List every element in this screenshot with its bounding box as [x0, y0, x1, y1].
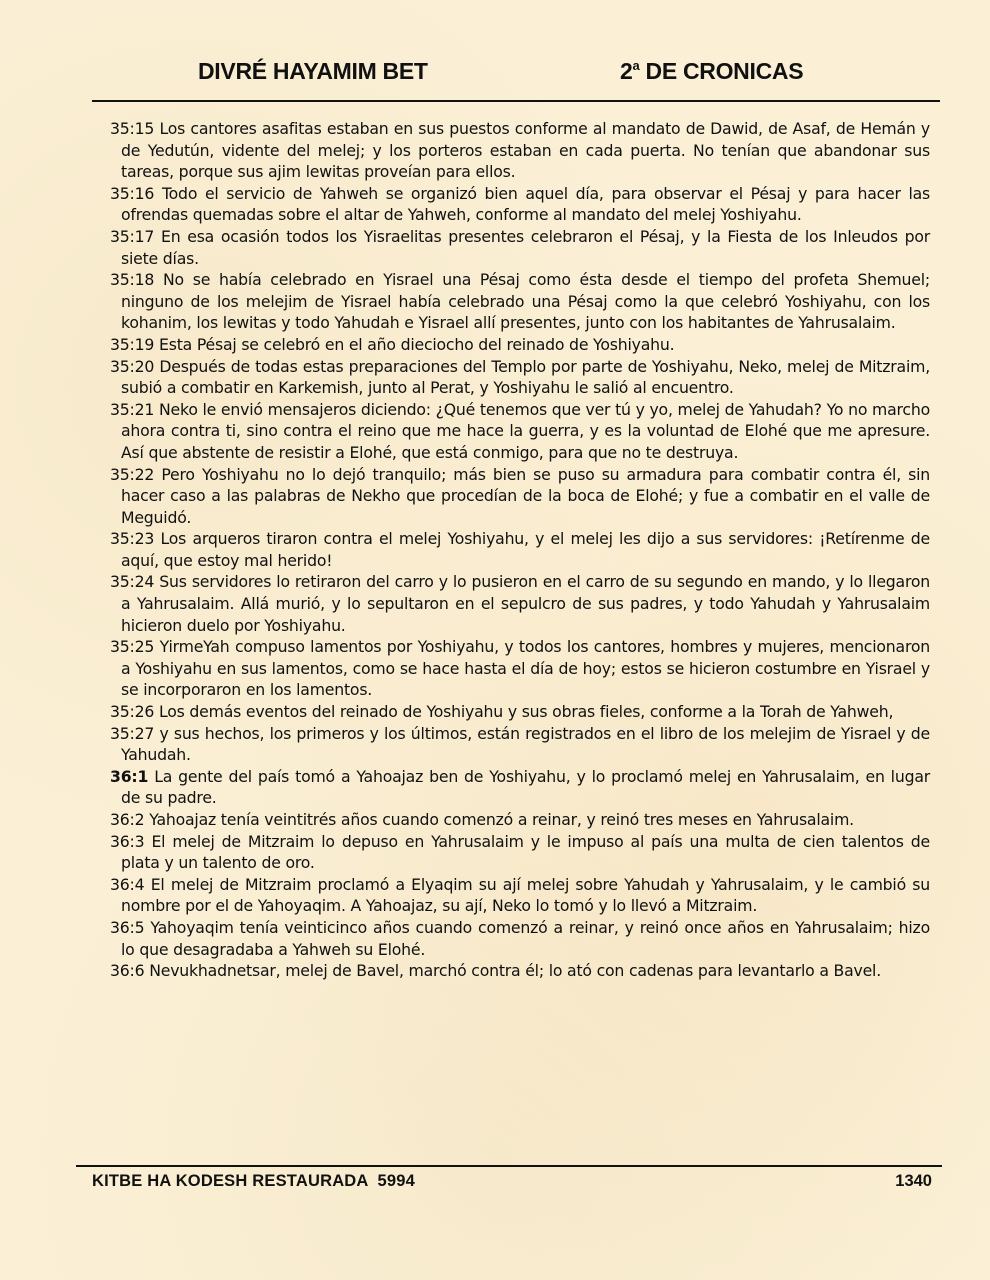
- verse-reference: 36:5: [110, 917, 145, 937]
- verse: [110, 118, 930, 183]
- verse: [110, 766, 930, 809]
- verse-text: No se había celebrado en Yisrael una Pésaj como ésta desde el tiempo del profeta Shemuel; ninguno de los melejim de Yisrael había celebrado una Pésaj como la que celebró Yoshiyahu, con los kohanim, los lewitas y todo Yahudah e Yisrael allí presentes, junto con los habitantes de Yahrusalaim.: [121, 270, 930, 333]
- book-subtitle: [620, 58, 803, 85]
- verse: [110, 269, 930, 334]
- verse: [110, 334, 930, 356]
- verse-reference: 35:26: [110, 702, 155, 722]
- verse-reference: 35:25: [110, 637, 155, 657]
- verse: [110, 831, 930, 874]
- verse-text: Esta Pésaj se celebró en el año dieciocho del reinado de Yoshiyahu.: [154, 334, 675, 354]
- verse: [110, 356, 930, 399]
- verse-reference: 36:3: [110, 831, 145, 851]
- page-header: [92, 58, 940, 102]
- verse-text: Después de todas estas preparaciones del Templo por parte de Yoshiyahu, Neko, melej de Mitzraim, subió a combatir en Karkemish, junto al Perat, y Yoshiyahu le salió al encuentro.: [121, 356, 930, 398]
- verse-text: Nevukhadnetsar, melej de Bavel, marchó contra él; lo ató con cadenas para levantarlo a Bavel.: [144, 961, 882, 981]
- verse-reference: 36:4: [110, 874, 145, 894]
- page-number: 1340: [895, 1172, 932, 1190]
- verse-reference: 35:21: [110, 399, 155, 419]
- verse-text: y sus hechos, los primeros y los últimos, están registrados en el libro de los melejim de Yisrael y de Yahudah.: [121, 723, 930, 765]
- verse: [110, 723, 930, 766]
- verse-text: Los cantores asafitas estaban en sus puestos conforme al mandato de Dawid, de Asaf, de Hemán y de Yedutún, vidente del melej; y los porteros estaban en cada puerta. No tenían que abandonar sus tareas, porque sus ajim lewitas proveían para ellos.: [121, 119, 930, 182]
- verse-reference: 35:27: [110, 723, 155, 743]
- verse-text: Todo el servicio de Yahweh se organizó bien aquel día, para observar el Pésaj y para hacer las ofrendas quemadas sobre el altar de Yahweh, conforme al mandato del melej Yoshiyahu.: [121, 183, 930, 225]
- book-name: DE CRONICAS: [639, 58, 804, 84]
- ordinal-suffix: a: [632, 58, 640, 73]
- verse: [110, 399, 930, 464]
- verse-text: Neko le envió mensajeros diciendo: ¿Qué tenemos que ver tú y yo, melej de Yahudah? Yo no marcho ahora contra ti, sino contra el reino que me hace la guerra, y es la voluntad de Elohé que me apresure. Así que abstente de resistir a Elohé, que está conmigo, para que no te destruya.: [121, 399, 930, 462]
- verse-reference: 35:15: [110, 119, 155, 138]
- book-number: 2: [620, 58, 633, 84]
- verse: [110, 226, 930, 269]
- verse: [110, 917, 930, 960]
- verse-reference: 35:16: [110, 183, 155, 203]
- book-title: DIVRÉ HAYAMIM BET: [198, 58, 428, 84]
- verse: [110, 809, 930, 831]
- verse-reference: 35:22: [110, 464, 155, 484]
- verse-reference: 36:2: [110, 810, 145, 829]
- verse: [110, 874, 930, 917]
- verse-list: [110, 118, 930, 982]
- header-divider: [92, 100, 940, 102]
- verse-text: Sus servidores lo retiraron del carro y lo pusieron en el carro de su segundo en mando, y lo llegaron a Yahrusalaim. Allá murió, y lo sepultaron en el sepulcro de sus padres, y todo Yahudah y Yahrusalaim hicieron duelo por Yoshiyahu.: [121, 572, 930, 635]
- verse-reference: 35:17: [110, 226, 155, 246]
- verse-reference: 35:18: [110, 270, 155, 290]
- verse-text: La gente del país tomó a Yahoajaz ben de Yoshiyahu, y lo proclamó melej en Yahrusalaim, en lugar de su padre.: [121, 766, 930, 808]
- verse: [110, 701, 930, 723]
- verse-text: Los arqueros tiraron contra el melej Yoshiyahu, y el melej les dijo a sus servidores: ¡Retírenme de aquí, que estoy mal herido!: [121, 529, 930, 570]
- verse: [110, 571, 930, 636]
- verse-text: Yahoajaz tenía veintitrés años cuando comenzó a reinar, y reinó tres meses en Yahrusalaim.: [144, 810, 854, 829]
- verse-text: El melej de Mitzraim lo depuso en Yahrusalaim y le impuso al país una multa de cien talentos de plata y un talento de oro.: [121, 831, 930, 873]
- verse-reference: 35:19: [110, 334, 155, 354]
- verse: [110, 183, 930, 226]
- verse-reference: 35:23: [110, 529, 155, 549]
- verse-text: YirmeYah compuso lamentos por Yoshiyahu, y todos los cantores, hombres y mujeres, mencionaron a Yoshiyahu en sus lamentos, como se hace hasta el día de hoy; estos se hicieron costumbre en Yisrael y se incorporaron en los lamentos.: [121, 637, 930, 700]
- verse: [110, 464, 930, 529]
- verse-text: El melej de Mitzraim proclamó a Elyaqim su ají melej sobre Yahudah y Yahrusalaim, y le cambió su nombre por el de Yahoyaqim. A Yahoajaz, su ají, Neko lo tomó y lo llevó a Mitzraim.: [121, 874, 930, 916]
- verse-text: En esa ocasión todos los Yisraelitas presentes celebraron el Pésaj, y la Fiesta de los Inleudos por siete días.: [121, 226, 930, 268]
- verse-reference: 36:1: [110, 766, 149, 786]
- verse-text: Pero Yoshiyahu no lo dejó tranquilo; más bien se puso su armadura para combatir contra él, sin hacer caso a las palabras de Nekho que procedían de la boca de Elohé; y fue a combatir en el valle de Meguidó.: [121, 464, 930, 527]
- verse-reference: 36:6: [110, 961, 145, 981]
- verse-text: Los demás eventos del reinado de Yoshiyahu y sus obras fieles, conforme a la Torah de Yahweh,: [154, 702, 894, 722]
- verse-reference: 35:24: [110, 572, 155, 592]
- footer-divider: [76, 1165, 942, 1167]
- verse-text: Yahoyaqim tenía veinticinco años cuando comenzó a reinar, y reinó once años en Yahrusalaim; hizo lo que desagradaba a Yahweh su Elohé.: [121, 917, 930, 959]
- verse: [110, 528, 930, 571]
- footer-edition: KITBE HA KODESH RESTAURADA 5994: [92, 1172, 416, 1190]
- verse: [110, 960, 930, 982]
- verse: [110, 636, 930, 701]
- verse-reference: 35:20: [110, 356, 155, 376]
